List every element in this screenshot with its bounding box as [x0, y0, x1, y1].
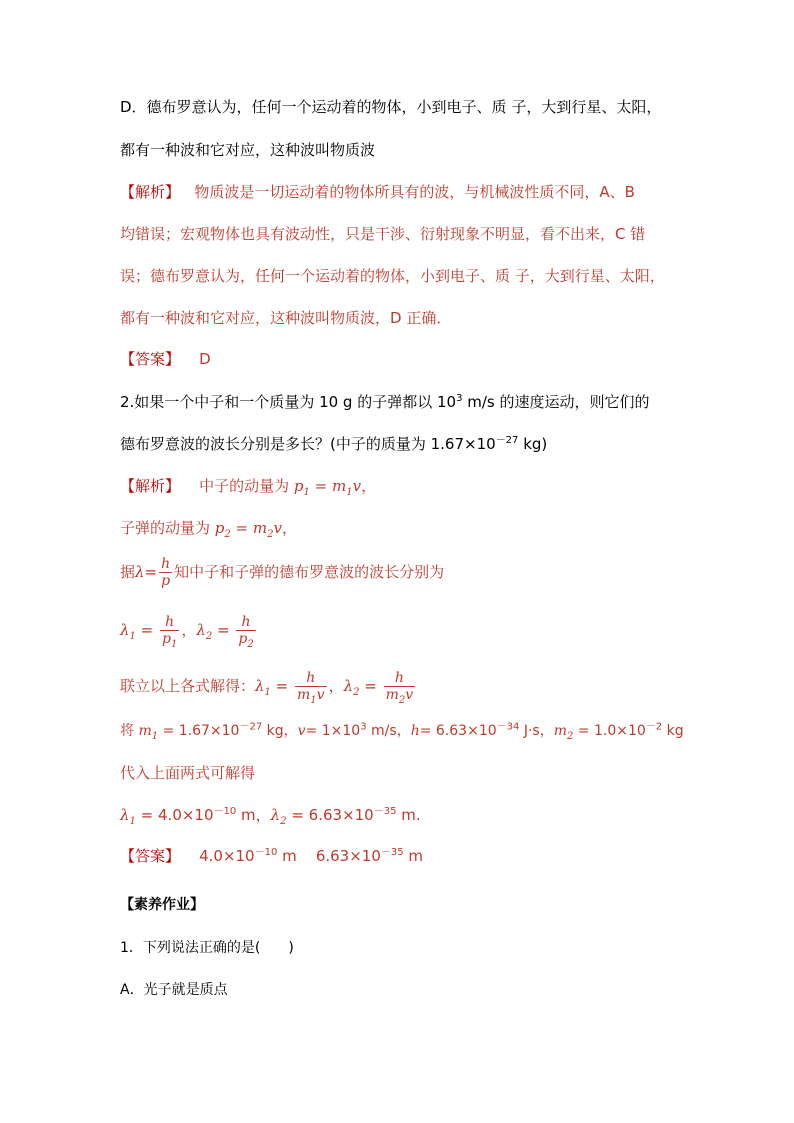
analysis-tag-2: 【解析】 [120, 477, 181, 495]
substitution-line: 将 $m_1 = 1.67\times 10^{-27}$ kg，$v= 1\times 10^3$ m/s，$h= 6.63\times 10^{-34}$ J·s，$m_2 = 1.0\times 10^{-2}$ kg [120, 721, 684, 742]
into-text: 代入上面两式可解得 [120, 764, 256, 782]
neutron-momentum-formula: $p_1 = m_1v$， [293, 477, 377, 498]
q2-analysis-line3: 据λ= $\frac{h}{p}$ 知中子和子弹的德布罗意波的波长分别为 [120, 556, 445, 589]
q1-analysis-line2: 均错误；宏观物体也具有波动性，只是干涉、衍射现象不明显，看不出来，C 错 [120, 225, 646, 243]
answer-tag-2: 【答案】 [120, 847, 181, 865]
q2-exp2: －27 [495, 435, 519, 446]
bullet-momentum-text: 子弹的动量为 [120, 519, 211, 537]
analysis-text: 物质波是一切运动着的物体所具有的波，与机械波性质不同，A、B [194, 183, 635, 201]
q2-text-b: m/s 的速度运动，则它们的 [462, 393, 650, 411]
sub-text: 将 [120, 723, 134, 739]
q2-analysis-line2 [120, 518, 297, 538]
solve-text: 联立以上各式解得： [120, 677, 256, 695]
q2-text-c: 德布罗意波的波长分别是多长？(中子的质量为 1.67×10 [120, 435, 496, 453]
lambda-formulas: $\lambda_1$ = $\frac{h}{p_1}$ ，$\lambda_2$ = $\frac{h}{p_2}$ [120, 614, 254, 650]
q1-analysis-line1 [120, 182, 635, 202]
solve-line: 联立以上各式解得：$\lambda_1$ = $\frac{h}{m_1v}$ ，$\lambda_2$ = $\frac{h}{m_2v}$ [120, 670, 414, 706]
neutron-momentum-text: 中子的动量为 [199, 477, 290, 495]
lambda1-solved-fraction: $\frac{h}{m_1v}$ [297, 670, 325, 706]
lambda1-fraction: $\frac{h}{p_1}$ [162, 614, 178, 650]
q2-text-d: kg) [518, 435, 548, 453]
lambda2-fraction: $\frac{h}{p_2}$ [238, 614, 254, 650]
lambda-symbol: λ [135, 563, 145, 581]
q1-analysis-line4: 都有一种波和它对应，这种波叫物质波，D 正确． [120, 309, 452, 327]
analysis-tag: 【解析】 [120, 183, 181, 201]
result-line: $\lambda_1 = 4.0\times 10^{-10}$ m，$\lambda_2 = 6.63\times 10^{-35}$ m. [120, 806, 421, 827]
answer-value-2: $6.63\times 10^{-35}$ m [315, 847, 423, 865]
answer-value-1: $4.0\times 10^{-10}$ m [199, 847, 297, 865]
bullet-momentum-formula: $p_2 = m_2v$， [214, 519, 297, 540]
q2-line2 [120, 434, 547, 454]
q2-line1 [120, 392, 650, 412]
homework-q1: 1．下列说法正确的是( ) [120, 940, 294, 956]
homework-heading: 【素养作业】 [120, 897, 204, 913]
answer-tag: 【答案】 [120, 350, 181, 368]
answer-value: D [199, 350, 211, 368]
q2-answer [120, 846, 423, 866]
de-broglie-text-a: 据 [120, 563, 136, 581]
lambda2-solved-fraction: $\frac{h}{m_2v}$ [385, 670, 414, 706]
q1-answer [120, 349, 211, 369]
de-broglie-text-b: 知中子和子弹的德布罗意波的波长分别为 [174, 563, 445, 581]
h-over-p-fraction: $\frac{h}{p}$ [161, 556, 171, 589]
option-d-line1: D．德布罗意认为，任何一个运动着的物体，小到电子、质 子，大到行星、太阳， [120, 98, 662, 116]
q2-analysis-line1 [120, 476, 376, 496]
homework-option-a: A．光子就是质点 [120, 982, 228, 998]
option-d-line2: 都有一种波和它对应，这种波叫物质波 [120, 141, 376, 159]
q1-analysis-line3: 误；德布罗意认为，任何一个运动着的物体，小到电子、质 子，大到行星、太阳， [120, 267, 665, 285]
q2-exp: 3 [456, 393, 463, 404]
q2-text-a: 2.如果一个中子和一个质量为 10 g 的子弹都以 10 [120, 393, 457, 411]
